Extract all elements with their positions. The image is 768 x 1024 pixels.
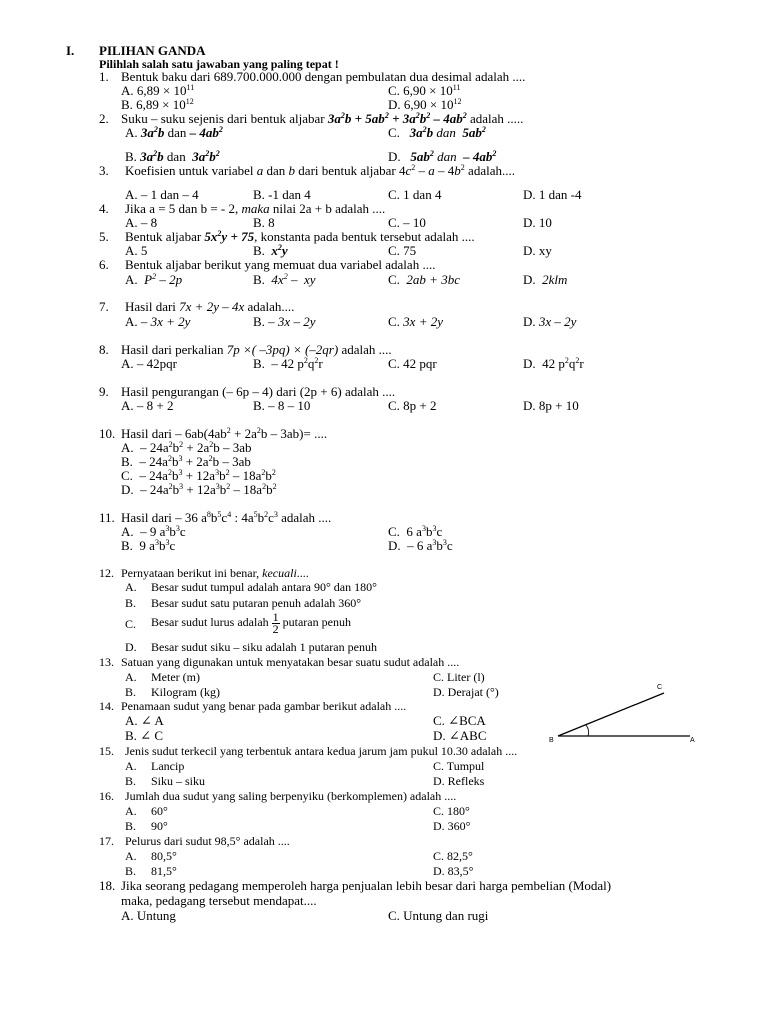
q11-option-c[interactable]: C. 6 $a^3b^3c$ bbox=[388, 524, 443, 539]
q8-text: Hasil dari perkalian 7p ×( –3pq) × (–2qr) adalah .... bbox=[121, 342, 392, 357]
q10-number: 10. bbox=[99, 426, 116, 441]
q9-option-b[interactable]: B. – 8 – 10 bbox=[253, 398, 311, 413]
q15-number: 15. bbox=[99, 744, 114, 758]
q13-text: Satuan yang digunakan untuk menyatakan besar suatu sudut adalah .... bbox=[121, 655, 460, 669]
q14-text: Penamaan sudut yang benar pada gambar berikut adalah .... bbox=[121, 699, 407, 713]
q9-number: 9. bbox=[99, 384, 109, 399]
q9-option-c[interactable]: C. 8p + 2 bbox=[388, 398, 437, 413]
q13-option-c[interactable]: C. Liter (l) bbox=[433, 670, 485, 684]
q12-option-a[interactable]: Besar sudut tumpul adalah antara 90° dan 180° bbox=[151, 580, 377, 594]
q3-option-d[interactable]: D. 1 dan -4 bbox=[523, 187, 582, 202]
q3-text: Koefisien untuk variabel a dan b dari bentuk aljabar $4c^2$ – a – $4b^2$ adalah.... bbox=[125, 163, 515, 178]
q1-option-a[interactable]: A. $6,89 \times 10^{11}$ bbox=[121, 83, 195, 98]
q7-option-a[interactable]: A. – 3x + 2y bbox=[125, 314, 191, 329]
q2-option-c[interactable]: C. $3a^2b$ dan $5ab^2$ bbox=[388, 125, 486, 140]
q8-option-b[interactable]: B. – 42 $p^2q^2r$ bbox=[253, 356, 323, 371]
q12-label-b: B. bbox=[125, 596, 137, 610]
q8-option-d[interactable]: D. 42 $p^2q^2r$ bbox=[523, 356, 584, 371]
angle-arc bbox=[586, 725, 589, 736]
q17-text: Pelurus dari sudut 98,5° adalah .... bbox=[125, 834, 290, 848]
q16-option-d[interactable]: D. 360° bbox=[433, 819, 471, 833]
q4-option-d[interactable]: D. 10 bbox=[523, 215, 552, 230]
q17-number: 17. bbox=[99, 834, 114, 848]
q7-text: Hasil dari 7x + 2y – 4x adalah.... bbox=[125, 299, 295, 314]
q14-option-b[interactable]: B. ∠ C bbox=[125, 728, 163, 743]
q6-option-c[interactable]: C. 2ab + 3bc bbox=[388, 272, 460, 287]
q13-label-a: A. bbox=[125, 670, 137, 684]
section-title: PILIHAN GANDA bbox=[99, 43, 206, 58]
q18-text-line1: Jika seorang pedagang memperoleh harga penjualan lebih besar dari harga pembelian (Modal) bbox=[121, 878, 612, 893]
q16-label-b: B. bbox=[125, 819, 137, 833]
q11-text: Hasil dari – 36 $a^8b^5c^4$ : $4a^5b^2c^3$ adalah .... bbox=[121, 510, 332, 525]
fraction-half: $\frac{1}{2}$ bbox=[272, 609, 279, 636]
q17-option-c[interactable]: C. 82,5° bbox=[433, 849, 473, 863]
q14-number: 14. bbox=[99, 699, 114, 713]
q15-label-b: B. bbox=[125, 774, 137, 788]
q4-text: Jika a = 5 dan b = - 2, maka nilai 2a + b adalah .... bbox=[125, 201, 386, 216]
q17-label-a: A. bbox=[125, 849, 137, 863]
q18-number: 18. bbox=[99, 878, 116, 893]
q16-text: Jumlah dua sudut yang saling berpenyiku (berkomplemen) adalah .... bbox=[125, 789, 457, 803]
q12-option-c[interactable]: Besar sudut lurus adalah $\frac{1}{2}$ putaran penuh bbox=[151, 609, 351, 636]
q15-option-a[interactable]: Lancip bbox=[151, 759, 185, 773]
q5-number: 5. bbox=[99, 229, 109, 244]
q5-option-c[interactable]: C. 75 bbox=[388, 243, 417, 258]
q13-option-d[interactable]: D. Derajat (°) bbox=[433, 685, 499, 699]
q16-label-a: A. bbox=[125, 804, 137, 818]
q9-option-d[interactable]: D. 8p + 10 bbox=[523, 398, 579, 413]
q13-option-a[interactable]: Meter (m) bbox=[151, 670, 200, 684]
q4-number: 4. bbox=[99, 201, 109, 216]
q13-number: 13. bbox=[99, 655, 114, 669]
q4-option-b[interactable]: B. 8 bbox=[253, 215, 275, 230]
q2-number: 2. bbox=[99, 111, 109, 126]
q18-text-line2: maka, pedagang tersebut mendapat.... bbox=[121, 893, 317, 908]
q5-option-b[interactable]: B. $x^2y$ bbox=[253, 243, 288, 258]
q12-option-d[interactable]: Besar sudut siku – siku adalah 1 putaran penuh bbox=[151, 640, 377, 654]
q17-option-a[interactable]: 80,5° bbox=[151, 849, 177, 863]
q10-option-c[interactable]: C. – $24a^2b^3 + 12a^3b^2 - 18a^2b^2$ bbox=[121, 468, 276, 483]
q16-option-b[interactable]: 90° bbox=[151, 819, 168, 833]
q15-option-c[interactable]: C. Tumpul bbox=[433, 759, 485, 773]
q16-option-c[interactable]: C. 180° bbox=[433, 804, 470, 818]
section-number: I. bbox=[66, 43, 75, 58]
instruction: Pilihlah salah satu jawaban yang paling tepat ! bbox=[99, 57, 339, 71]
q6-text: Bentuk aljabar berikut yang memuat dua variabel adalah .... bbox=[125, 257, 436, 272]
q6-option-a[interactable]: A. $P^2 - 2p$ bbox=[125, 272, 183, 287]
q15-option-b[interactable]: Siku – siku bbox=[151, 774, 206, 788]
q10-option-a[interactable]: A. – $24a^2b^2 + 2a^2b - 3ab$ bbox=[121, 440, 252, 455]
q13-label-b: B. bbox=[125, 685, 137, 699]
q9-option-a[interactable]: A. – 8 + 2 bbox=[121, 398, 174, 413]
q7-option-b[interactable]: B. – 3x – 2y bbox=[253, 314, 316, 329]
point-c-label: C bbox=[657, 684, 663, 691]
q10-option-b[interactable]: B. – $24a^2b^3 + 2a^2b - 3ab$ bbox=[121, 454, 251, 469]
q3-option-c[interactable]: C. 1 dan 4 bbox=[388, 187, 442, 202]
point-b-label: B bbox=[549, 737, 554, 744]
q11-option-b[interactable]: B. 9 $a^3b^3c$ bbox=[121, 538, 176, 553]
q17-option-d[interactable]: D. 83,5° bbox=[433, 864, 474, 878]
q14-option-a[interactable]: A. ∠ A bbox=[125, 713, 164, 728]
q13-option-b[interactable]: Kilogram (kg) bbox=[151, 685, 220, 699]
q6-number: 6. bbox=[99, 257, 109, 272]
q5-text: Bentuk aljabar $5x^2y + 75$, konstanta pada bentuk tersebut adalah .... bbox=[125, 229, 475, 244]
q18-option-c[interactable]: C. Untung dan rugi bbox=[388, 908, 489, 923]
q5-option-d[interactable]: D. xy bbox=[523, 243, 552, 258]
q12-label-c: C. bbox=[125, 617, 137, 631]
q4-option-a[interactable]: A. – 8 bbox=[125, 215, 158, 230]
q11-number: 11. bbox=[99, 510, 115, 525]
q3-number: 3. bbox=[99, 163, 109, 178]
q2-option-d[interactable]: D. $5ab^2$ dan – $4ab^2$ bbox=[388, 149, 497, 164]
q10-option-d[interactable]: D. – $24a^2b^3 + 12a^3b^2 - 18a^2b^2$ bbox=[121, 482, 277, 497]
q12-option-b[interactable]: Besar sudut satu putaran penuh adalah 360° bbox=[151, 596, 362, 610]
q1-option-c[interactable]: C. $6,90 \times 10^{11}$ bbox=[388, 83, 461, 98]
q5-option-a[interactable]: A. 5 bbox=[125, 243, 148, 258]
q3-option-a[interactable]: A. – 1 dan – 4 bbox=[125, 187, 199, 202]
q1-number: 1. bbox=[99, 69, 109, 84]
ray-bc bbox=[558, 693, 664, 736]
q7-number: 7. bbox=[99, 299, 109, 314]
q2-option-b[interactable]: B. $3a^2b$ dan $3a^2b^2$ bbox=[125, 149, 220, 164]
q14-option-c[interactable]: C. ∠BCA bbox=[433, 713, 486, 728]
q1-option-b[interactable]: B. $6,89 \times 10^{12}$ bbox=[121, 97, 194, 112]
q1-option-d[interactable]: D. $6,90 \times 10^{12}$ bbox=[388, 97, 462, 112]
q12-number: 12. bbox=[99, 566, 114, 580]
q6-option-b[interactable]: B. $4x^2$ – xy bbox=[253, 272, 316, 287]
q8-option-c[interactable]: C. 42 pqr bbox=[388, 356, 437, 371]
q2-option-a[interactable]: A. $3a^2b$ dan – $4ab^2$ bbox=[125, 125, 223, 140]
q14-option-d[interactable]: D. ∠ABC bbox=[433, 728, 487, 743]
q1-text: Bentuk baku dari 689.700.000.000 dengan pembulatan dua desimal adalah .... bbox=[121, 69, 526, 84]
q10-text: Hasil dari – $6ab(4ab^2 + 2a^2b - 3ab)=$ .... bbox=[121, 426, 328, 441]
q8-option-a[interactable]: A. – 42pqr bbox=[121, 356, 177, 371]
q11-option-d[interactable]: D. – 6 $a^3b^3c$ bbox=[388, 538, 453, 553]
q17-label-b: B. bbox=[125, 864, 137, 878]
q12-text: Pernyataan berikut ini benar, kecuali.... bbox=[121, 566, 309, 580]
point-a-label: A bbox=[690, 737, 695, 744]
q7-option-d[interactable]: D. 3x – 2y bbox=[523, 314, 577, 329]
q15-label-a: A. bbox=[125, 759, 137, 773]
q17-option-b[interactable]: 81,5° bbox=[151, 864, 177, 878]
q12-label-d: D. bbox=[125, 640, 137, 654]
q4-option-c[interactable]: C. – 10 bbox=[388, 215, 426, 230]
q12-label-a: A. bbox=[125, 580, 137, 594]
q2-text: Suku – suku sejenis dari bentuk aljabar $3a^2b + 5ab^2 + 3a^2b^2 - 4ab^2$ adalah ..... bbox=[121, 111, 524, 126]
q18-option-a[interactable]: A. Untung bbox=[121, 908, 176, 923]
angle-figure bbox=[540, 680, 710, 750]
q11-option-a[interactable]: A. – 9 $a^3b^3c$ bbox=[121, 524, 186, 539]
q3-option-b[interactable]: B. -1 dan 4 bbox=[253, 187, 311, 202]
q15-text: Jenis sudut terkecil yang terbentuk antara kedua jarum jam pukul 10.30 adalah .... bbox=[125, 744, 518, 758]
q6-option-d[interactable]: D. 2klm bbox=[523, 272, 568, 287]
q7-option-c[interactable]: C. 3x + 2y bbox=[388, 314, 443, 329]
q16-option-a[interactable]: 60° bbox=[151, 804, 168, 818]
q16-number: 16. bbox=[99, 789, 114, 803]
q15-option-d[interactable]: D. Refleks bbox=[433, 774, 485, 788]
q9-text: Hasil pengurangan (– 6p – 4) dari (2p + 6) adalah .... bbox=[121, 384, 396, 399]
q8-number: 8. bbox=[99, 342, 109, 357]
